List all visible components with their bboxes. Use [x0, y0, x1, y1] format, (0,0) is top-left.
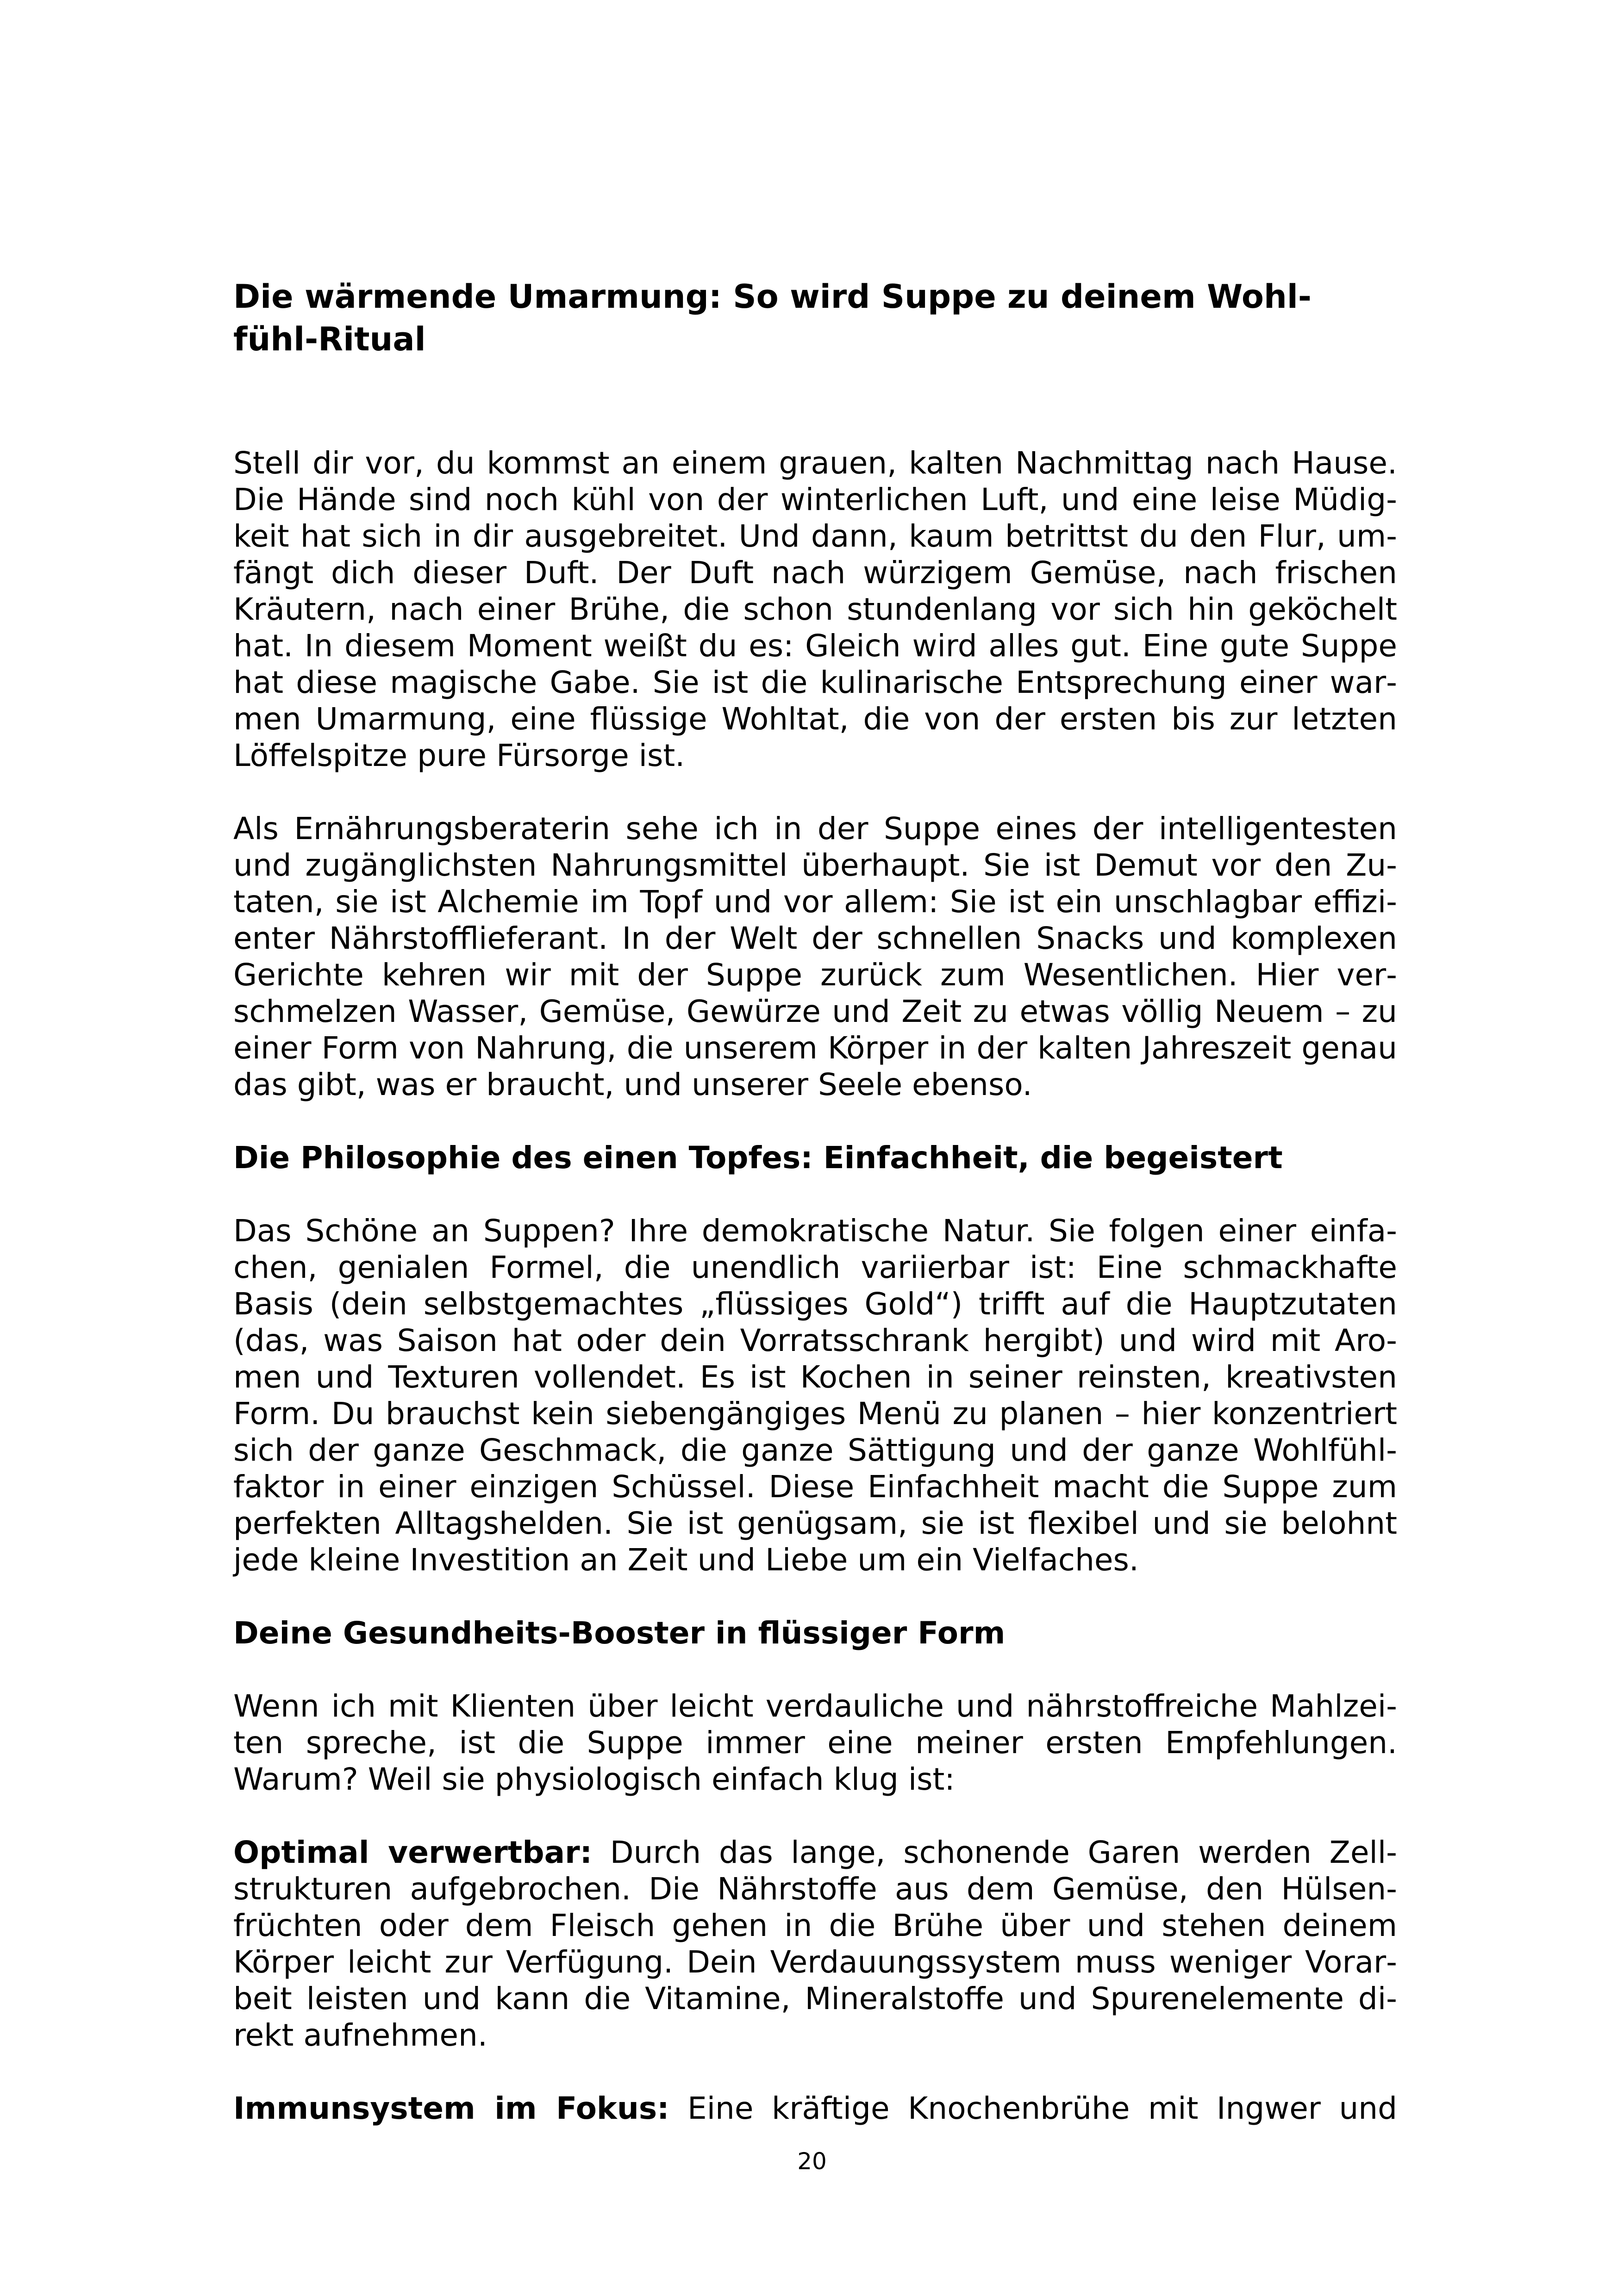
paragraph-optimal	[233, 1834, 1397, 2053]
section-heading-health: Deine Gesundheits-Booster in flüssiger Form	[233, 1615, 1006, 1651]
page-content	[233, 275, 1397, 2127]
spacer	[233, 361, 1397, 445]
spacer	[233, 1651, 1397, 1688]
lead-in-optimal: Optimal verwertbar:	[233, 1835, 593, 1870]
chapter-title-line-2: fühl-Ritual	[233, 320, 426, 358]
paragraph-philosophy: Das Schöne an Suppen? Ihre demokratische Natur. Sie folgen einer einfachen, genialen Formel, die unendlich variierbar ist: Eine schmackhafte Basis (dein selbstgemachtes „flüssiges Gold“) trifft auf die Hauptzutaten (das, was Saison hat oder dein Vorratsschrank hergibt) und wird mit Aromen und Texturen vollendet. Es ist Kochen in seiner reinsten, kreativsten Form. Du brauchst kein siebengängiges Menü zu planen – hier konzentriert sich der ganze Geschmack, die ganze Sättigung und der ganze Wohlfühlfaktor in einer einzigen Schüssel. Diese Einfachheit macht die Suppe zum perfekten Alltagshelden. Sie ist genügsam, sie ist flexibel und sie belohnt jede kleine Investition an Zeit und Liebe um ein Vielfaches.	[233, 1213, 1397, 1578]
chapter-title	[233, 275, 1397, 361]
paragraph-immune	[233, 2090, 1397, 2127]
spacer	[233, 1103, 1397, 1139]
spacer	[233, 2053, 1397, 2090]
paragraph-advisor: Als Ernährungsberaterin sehe ich in der Suppe eines der intelligentesten und zugänglichsten Nahrungsmittel überhaupt. Sie ist Demut vor den Zutaten, sie ist Alchemie im Topf und vor allem: Sie ist ein unschlagbar effizienter Nährstofflieferant. In der Welt der schnellen Snacks und komplexen Gerichte kehren wir mit der Suppe zurück zum Wesentlichen. Hier verschmelzen Wasser, Gemüse, Gewürze und Zeit zu etwas völlig Neuem – zu einer Form von Nahrung, die unserem Körper in der kalten Jahreszeit genau das gibt, was er braucht, und unserer Seele ebenso.	[233, 811, 1397, 1102]
paragraph-immune-text: Eine kräftige Knochenbrühe mit Ingwer und	[669, 2091, 1398, 2126]
page-number: 20	[797, 2148, 827, 2175]
paragraph-clients: Wenn ich mit Klienten über leicht verdauliche und nährstoffreiche Mahlzeiten spreche, ist die Suppe immer eine meiner ersten Empfehlungen. Warum? Weil sie physiologisch einfach klug ist:	[233, 1688, 1397, 1797]
spacer	[233, 1176, 1397, 1213]
chapter-title-line-1: Die wärmende Umarmung: So wird Suppe zu deinem Wohl-	[233, 278, 1312, 316]
paragraph-optimal-text: Durch das lange, schonende Garen werden Zellstrukturen aufgebrochen. Die Nährstoffe aus dem Gemüse, den Hülsenfrüchten oder dem Fleisch gehen in die Brühe über und stehen deinem Körper leicht zur Verfügung. Dein Verdauungssystem muss weniger Vorarbeit leisten und kann die Vitamine, Mineralstoffe und Spurenelemente direkt aufnehmen.	[233, 1835, 1397, 2053]
spacer	[233, 774, 1397, 810]
section-heading-philosophy: Die Philosophie des einen Topfes: Einfachheit, die begeistert	[233, 1140, 1283, 1176]
paragraph-intro: Stell dir vor, du kommst an einem grauen, kalten Nachmittag nach Hause. Die Hände sind noch kühl von der winterlichen Luft, und eine leise Müdigkeit hat sich in dir ausgebreitet. Und dann, kaum betrittst du den Flur, umfängt dich dieser Duft. Der Duft nach würzigem Gemüse, nach frischen Kräutern, nach einer Brühe, die schon stundenlang vor sich hin geköchelt hat. In diesem Moment weißt du es: Gleich wird alles gut. Eine gute Suppe hat diese magische Gabe. Sie ist die kulinarische Entsprechung einer warmen Umarmung, eine flüssige Wohltat, die von der ersten bis zur letzten Löffelspitze pure Fürsorge ist.	[233, 445, 1397, 773]
lead-in-immune: Immunsystem im Fokus:	[233, 2091, 669, 2126]
spacer	[233, 1798, 1397, 1834]
spacer	[233, 1578, 1397, 1615]
